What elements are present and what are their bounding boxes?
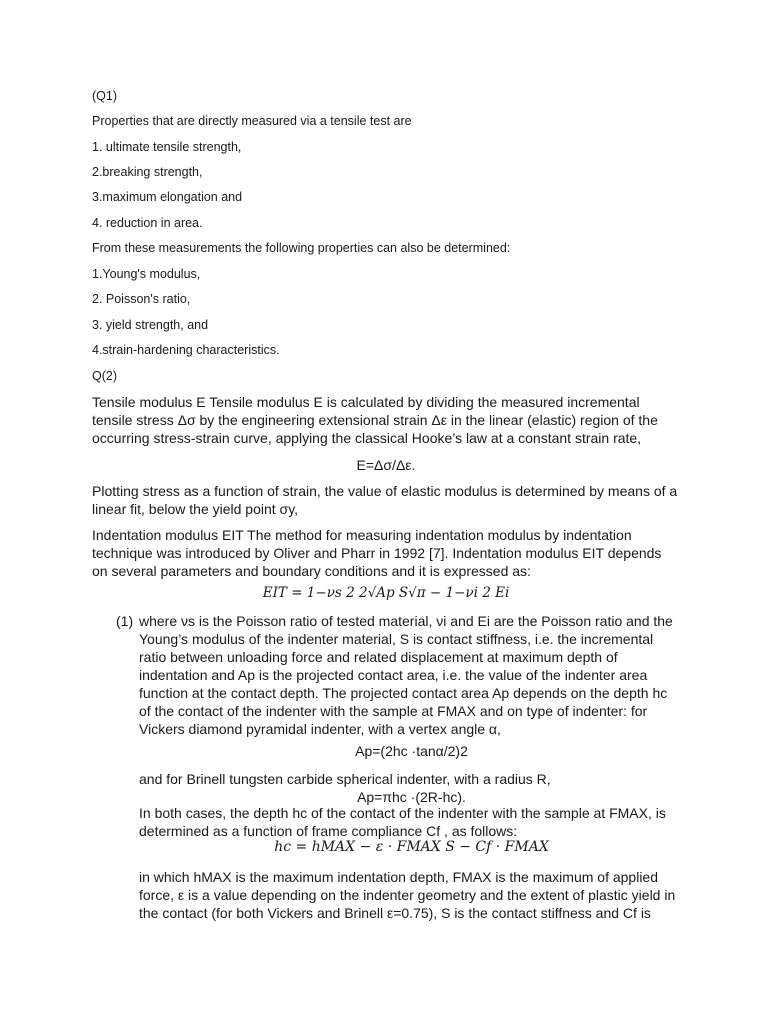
equation-brinell-area: Ap=πhc ·(2R-hc). xyxy=(357,789,466,805)
derived-item-2: 2. Poisson's ratio, xyxy=(92,292,191,306)
direct-item-1: 1. ultimate tensile strength, xyxy=(92,140,242,154)
contact-depth-paragraph: In both cases, the depth hc of the contact of the indenter with the sample at FMAX, is determined as a function of frame compliance Cf , as follows: xyxy=(139,805,666,839)
equation-hookes-law: E=Δσ/Δε. xyxy=(356,457,416,473)
derived-item-1: 1.Young's modulus, xyxy=(92,267,201,281)
equation-vickers-area: Ap=(2hc ·tanα/2)2 xyxy=(355,743,468,759)
q1-intro2: From these measurements the following properties can also be determined: xyxy=(92,241,511,255)
q2-heading: Q(2) xyxy=(92,369,117,383)
equation-contact-depth: hc = hMAX − ε · FMAX S − Cf · FMAX xyxy=(274,839,549,855)
plotting-paragraph: Plotting stress as a function of strain, the value of elastic modulus is determined by means of a linear fit, below the yield point σy, xyxy=(92,483,678,517)
derived-item-3: 3. yield strength, and xyxy=(92,318,209,332)
brinell-paragraph: and for Brinell tungsten carbide spherical indenter, with a radius R, xyxy=(139,771,551,787)
q1-heading: (Q1) xyxy=(92,89,117,103)
numbered-paragraph-1 xyxy=(116,612,682,738)
q1-intro: Properties that are directly measured via a tensile test are xyxy=(92,114,412,128)
direct-item-3: 3.maximum elongation and xyxy=(92,190,243,204)
direct-item-4: 4. reduction in area. xyxy=(92,216,203,230)
indentation-modulus-paragraph: Indentation modulus EIT The method for measuring indentation modulus by indentation technique was introduced by Oliver and Pharr in 1992 [7]. Indentation modulus EIT depends on several parameters and boundary conditions and it is expressed as: xyxy=(92,527,662,579)
final-paragraph: in which hMAX is the maximum indentation depth, FMAX is the maximum of applied force, ε is a value depending on the indenter geometry and the extent of plastic yield in the contact (for both Vickers and Brinell ε=0.75), S is the contact stiffness and Cf is xyxy=(139,869,676,921)
equation-indentation-modulus: EIT = 1−νs 2 2√Ap S√π − 1−νi 2 Ei xyxy=(262,585,510,601)
derived-item-4: 4.strain-hardening characteristics. xyxy=(92,343,280,357)
tensile-modulus-paragraph: Tensile modulus E Tensile modulus E is calculated by dividing the measured incremental tensile stress Δσ by the engineering extensional strain Δε in the linear (elastic) region of the occurring stress-strain curve, applying the classical Hooke’s law at a constant strain rate, xyxy=(92,394,658,446)
item-text: where νs is the Poisson ratio of tested material, νi and Ei are the Poisson ratio and the Young’s modulus of the indenter material, S is contact stiffness, i.e. the incremental ratio between unloading force and related displacement at maximum depth of indentation and Ap is the projected contact area, i.e. the value of the indenter area function at the contact depth. The projected contact area Ap depends on the depth hc of the contact of the indenter with the sample at FMAX and on type of indenter: for Vickers diamond pyramidal indenter, with a vertex angle α, xyxy=(139,613,673,737)
item-number: (1) xyxy=(116,613,134,629)
direct-item-2: 2.breaking strength, xyxy=(92,165,203,179)
